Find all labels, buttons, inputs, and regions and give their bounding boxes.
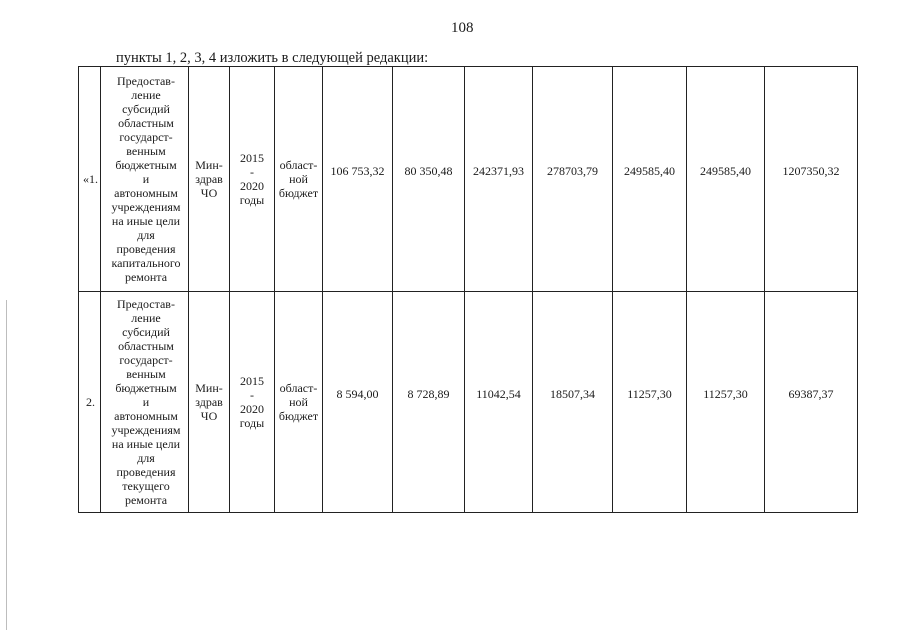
row-description: Предостав- ление субсидий областным государст- венным бюджетным и автономным учреждениям на иные цели для проведения текущего ремонта xyxy=(101,292,189,513)
row-executor: Мин- здрав ЧО xyxy=(189,67,230,292)
page-number: 108 xyxy=(451,20,474,36)
row-executor: Мин- здрав ЧО xyxy=(189,292,230,513)
row-value-total: 69387,37 xyxy=(765,292,858,513)
row-value-2015: 106 753,32 xyxy=(323,67,393,292)
row-number: «1. xyxy=(79,67,101,292)
intro-text: пункты 1, 2, 3, 4 изложить в следующей редакции: xyxy=(116,50,429,66)
row-value-2017: 242371,93 xyxy=(465,67,533,292)
row-value-2015: 8 594,00 xyxy=(323,292,393,513)
row-value-2020: 11257,30 xyxy=(687,292,765,513)
scan-margin-line xyxy=(6,300,7,630)
row-value-2018: 18507,34 xyxy=(533,292,613,513)
row-value-2018: 278703,79 xyxy=(533,67,613,292)
table-row xyxy=(79,292,858,513)
table-row xyxy=(79,67,858,292)
row-value-2016: 8 728,89 xyxy=(393,292,465,513)
row-value-2020: 249585,40 xyxy=(687,67,765,292)
row-period: 2015 - 2020 годы xyxy=(230,292,275,513)
row-source: област- ной бюджет xyxy=(275,292,323,513)
row-source: област- ной бюджет xyxy=(275,67,323,292)
row-value-2019: 249585,40 xyxy=(613,67,687,292)
row-value-2019: 11257,30 xyxy=(613,292,687,513)
budget-table xyxy=(78,66,858,513)
row-number: 2. xyxy=(79,292,101,513)
row-value-total: 1207350,32 xyxy=(765,67,858,292)
row-value-2016: 80 350,48 xyxy=(393,67,465,292)
row-description: Предостав- ление субсидий областным государст- венным бюджетным и автономным учреждениям на иные цели для проведения капитального ремонта xyxy=(101,67,189,292)
row-value-2017: 11042,54 xyxy=(465,292,533,513)
row-period: 2015 - 2020 годы xyxy=(230,67,275,292)
